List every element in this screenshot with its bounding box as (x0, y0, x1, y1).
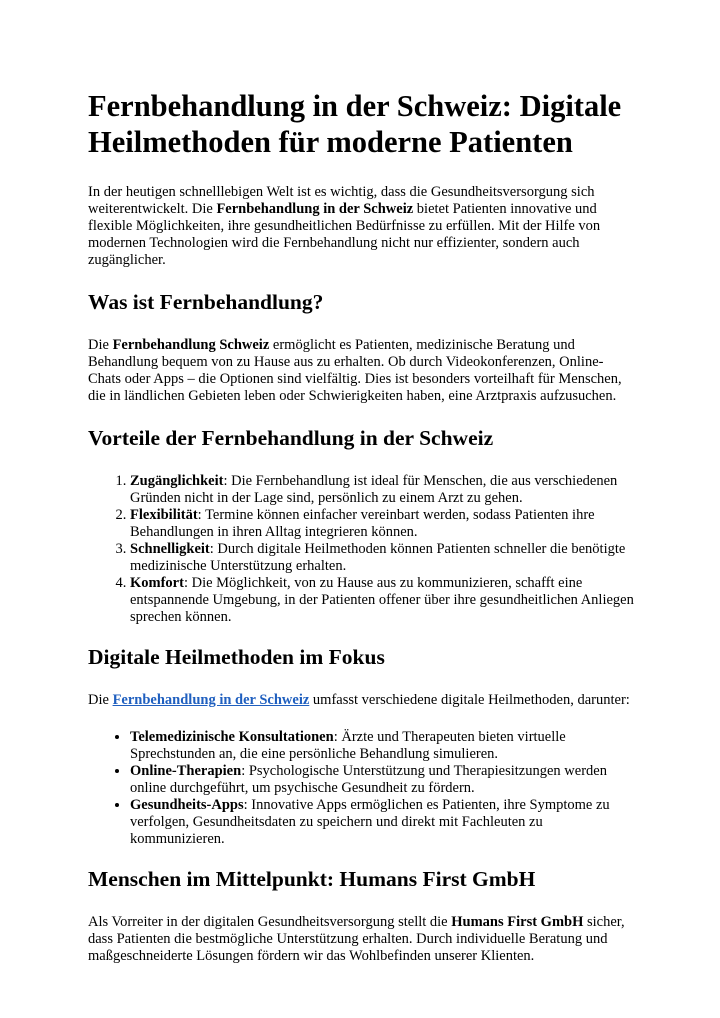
section-heading-digital-methods: Digitale Heilmethoden im Fokus (88, 645, 385, 669)
list-item-text: : Durch digitale Heilmethoden können Patienten schneller die benötigte medizinische Unterstützung erhalten. (130, 541, 626, 574)
intro-bold-term: Fernbehandlung in der Schweiz (216, 201, 414, 217)
digital-methods-text-before: Die (88, 692, 113, 708)
digital-methods-paragraph (88, 692, 636, 709)
list-item-term: Komfort (130, 575, 184, 591)
fernbehandlung-link[interactable]: Fernbehandlung in der Schweiz (112, 692, 310, 708)
section-heading-advantages: Vorteile der Fernbehandlung in der Schweiz (88, 426, 494, 450)
list-item-term: Telemedizinische Konsultationen (130, 729, 334, 745)
what-is-text-after: ermöglicht es Patienten, medizinische Beratung und Behandlung bequem von zu Hause aus zu erhalten. Ob durch Videokonferenzen, Online-Chats oder Apps – die Optionen sind vielfältig. Dies ist besonders vorteilhaft für Menschen, die in ländlichen Gebieten leben oder Schwierigkeiten haben, eine Arztpraxis aufzusuchen. (88, 337, 622, 404)
list-item (130, 507, 636, 541)
section-heading-what-is: Was ist Fernbehandlung? (88, 290, 324, 314)
humans-first-text-before: Als Vorreiter in der digitalen Gesundheitsversorgung stellt die (88, 914, 452, 930)
document-page (88, 88, 636, 965)
list-item (130, 729, 636, 763)
digital-methods-text-after: umfasst verschiedene digitale Heilmethoden, darunter: (309, 692, 630, 708)
list-item-text: : Psychologische Unterstützung und Therapiesitzungen werden online durchgeführt, um psychische Gesundheit zu fördern. (130, 763, 607, 796)
what-is-bold-term: Fernbehandlung Schweiz (112, 337, 270, 353)
list-item-text: : Termine können einfacher vereinbart werden, sodass Patienten ihre Behandlungen in ihren Alltag integrieren können. (130, 507, 595, 540)
list-item-text: : Ärzte und Therapeuten bieten virtuelle Sprechstunden an, die eine persönliche Behandlung simulieren. (130, 729, 566, 762)
list-item (130, 797, 636, 848)
list-item (130, 473, 636, 507)
document-title: Fernbehandlung in der Schweiz: Digitale Heilmethoden für moderne Patienten (88, 89, 622, 159)
list-item-term: Flexibilität (130, 507, 198, 523)
digital-methods-list (88, 729, 636, 848)
list-item-term: Online-Therapien (130, 763, 242, 779)
list-item (130, 541, 636, 575)
what-is-paragraph (88, 337, 636, 405)
list-item (130, 763, 636, 797)
list-item-text: : Die Möglichkeit, von zu Hause aus zu kommunizieren, schafft eine entspannende Umgebung, in der Patienten offener über ihre gesundheitlichen Anliegen sprechen können. (130, 575, 634, 625)
list-item-text: : Innovative Apps ermöglichen es Patienten, ihre Symptome zu verfolgen, Gesundheitsdaten zu speichern und direkt mit Fachleuten zu kommunizieren. (130, 797, 610, 847)
advantages-list (88, 473, 636, 626)
humans-first-text-after: sicher, dass Patienten die bestmögliche Unterstützung erhalten. Durch individuelle Beratung und maßgeschneiderte Lösungen fördern wir das Wohlbefinden unserer Klienten. (88, 914, 625, 964)
intro-paragraph (88, 184, 636, 269)
list-item-term: Schnelligkeit (130, 541, 210, 557)
list-item-text: : Die Fernbehandlung ist ideal für Menschen, die aus verschiedenen Gründen nicht in der Lage sind, persönlich zu einem Arzt zu gehen. (130, 473, 618, 506)
list-item-term: Zugänglichkeit (130, 473, 224, 489)
humans-first-bold-term: Humans First GmbH (451, 914, 584, 930)
what-is-text-before: Die (88, 337, 113, 353)
intro-text-before: In der heutigen schnelllebigen Welt ist es wichtig, dass die Gesundheitsversorgung sich weiterentwickelt. Die (88, 184, 595, 217)
intro-text-after: bietet Patienten innovative und flexible Möglichkeiten, ihre gesundheitlichen Bedürfnisse zu erfüllen. Mit der Hilfe von modernen Technologien wird die Fernbehandlung nicht nur effizienter, sondern auch zugänglicher. (88, 201, 601, 268)
section-heading-humans-first: Menschen im Mittelpunkt: Humans First GmbH (88, 867, 536, 891)
list-item-term: Gesundheits-Apps (130, 797, 244, 813)
humans-first-paragraph (88, 914, 636, 965)
list-item (130, 575, 636, 626)
